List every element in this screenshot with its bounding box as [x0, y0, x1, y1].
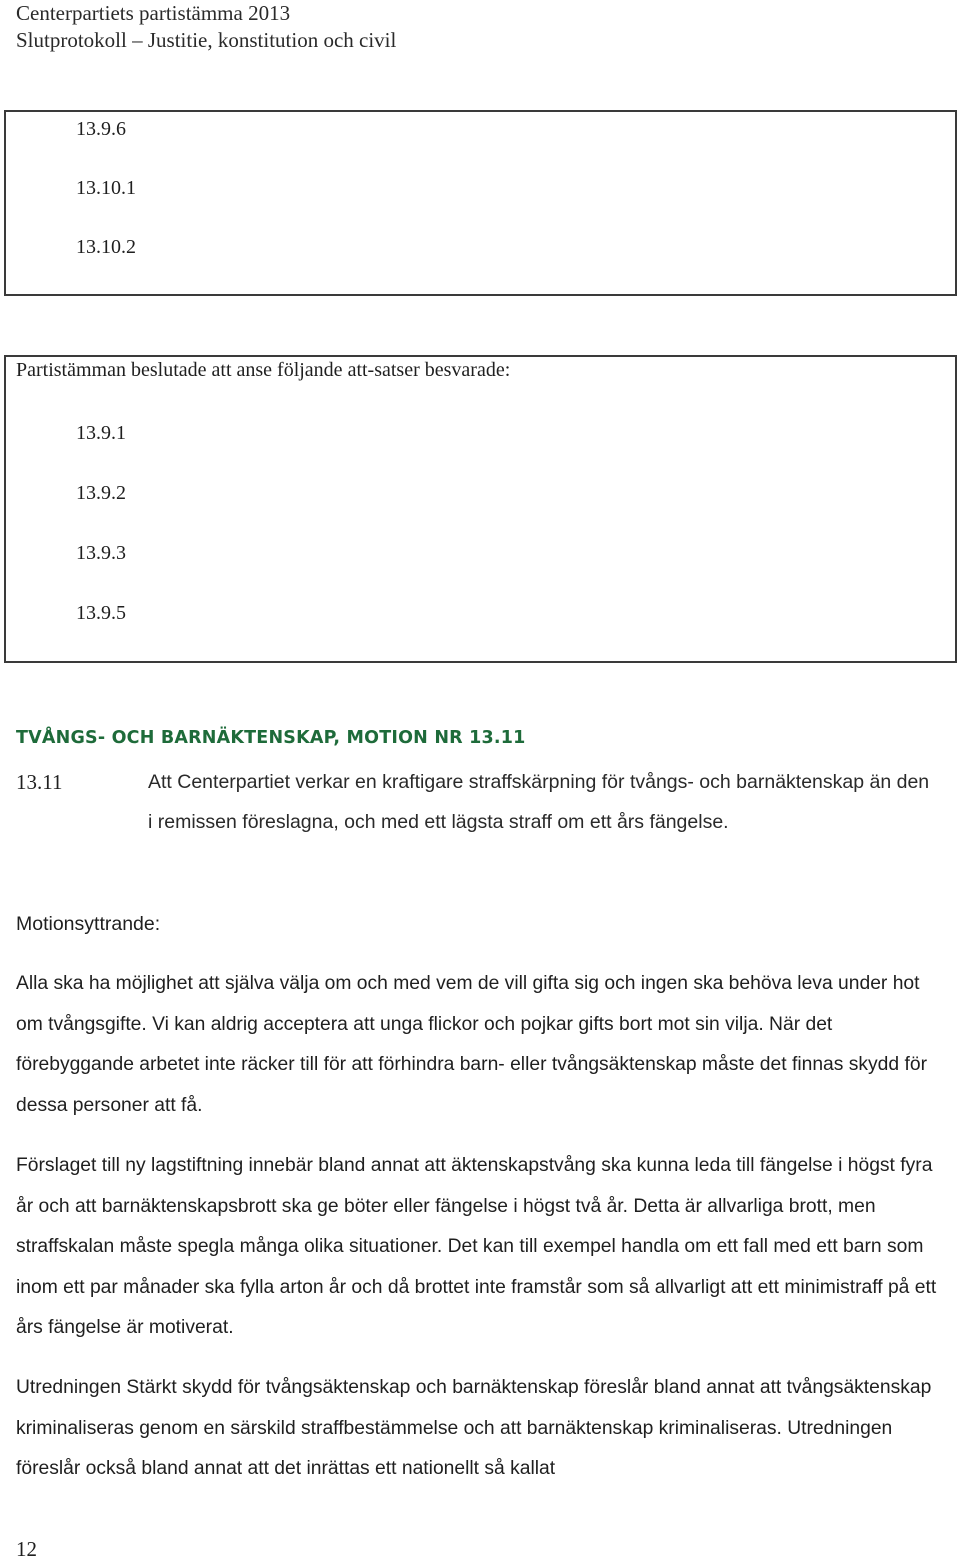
- answered-items-box: [4, 355, 957, 663]
- item-number: 13.9.6: [76, 118, 126, 140]
- decided-items-box: [4, 110, 957, 296]
- item-number: 13.10.1: [76, 177, 136, 199]
- item-number: 13.9.3: [76, 542, 126, 564]
- att-sats-text: Att Centerpartiet verkar en kraftigare straffskärpning för tvångs- och barnäktenskap än den i remissen föreslagna, och med ett lägsta straff om ett års fängelse.: [148, 771, 930, 833]
- page-number: 12: [16, 1537, 37, 1561]
- body-paragraph: Förslaget till ny lagstiftning innebär bland annat att äktenskapstvång ska kunna leda till fängelse i högst fyra år och att barnäktenskapsbrott ska ge böter eller fängelse i högst två år. Detta är allvarliga brott, men straffskalan måste spegla många olika situationer. Det kan till exempel handla om ett fall med ett barn som inom ett par månader ska fylla arton år och då brottet inte framstår som så allvarligt att ett minimistraff på ett års fängelse är motiverat.: [16, 1155, 937, 1338]
- item-number: 13.9.2: [76, 482, 126, 504]
- item-number: 13.9.1: [76, 422, 126, 444]
- header-title: Centerpartiets partistämma 2013: [16, 1, 291, 25]
- item-number: 13.9.5: [76, 602, 126, 624]
- header-subtitle: Slutprotokoll – Justitie, konstitution och civil: [16, 28, 397, 52]
- att-sats-number: 13.11: [16, 770, 63, 794]
- section-heading: TVÅNGS- OCH BARNÄKTENSKAP, MOTION NR 13.11: [16, 728, 526, 748]
- answered-items-heading: Partistämman beslutade att anse följande att-satser besvarade:: [16, 359, 511, 381]
- body-paragraph: Utredningen Stärkt skydd för tvångsäktenskap och barnäktenskap föreslår bland annat att tvångsäktenskap kriminaliseras genom en särskild straffbestämmelse och att barnäktenskap kriminaliseras. Utredningen föreslår också bland annat att det inrättas ett nationellt så kallat: [16, 1377, 932, 1479]
- document-header: [16, 0, 396, 54]
- motion-response-label: Motionsyttrande:: [16, 913, 161, 935]
- body-paragraph: Alla ska ha möjlighet att själva välja om och med vem de vill gifta sig och ingen ska behöva leva under hot om tvångsgifte. Vi kan aldrig acceptera att unga flickor och pojkar gifts bort mot sin vilja. När det förebyggande arbetet inte räcker till för att förhindra barn- eller tvångsäktenskap måste det finnas skydd för dessa personer att få.: [16, 973, 927, 1116]
- item-number: 13.10.2: [76, 236, 136, 258]
